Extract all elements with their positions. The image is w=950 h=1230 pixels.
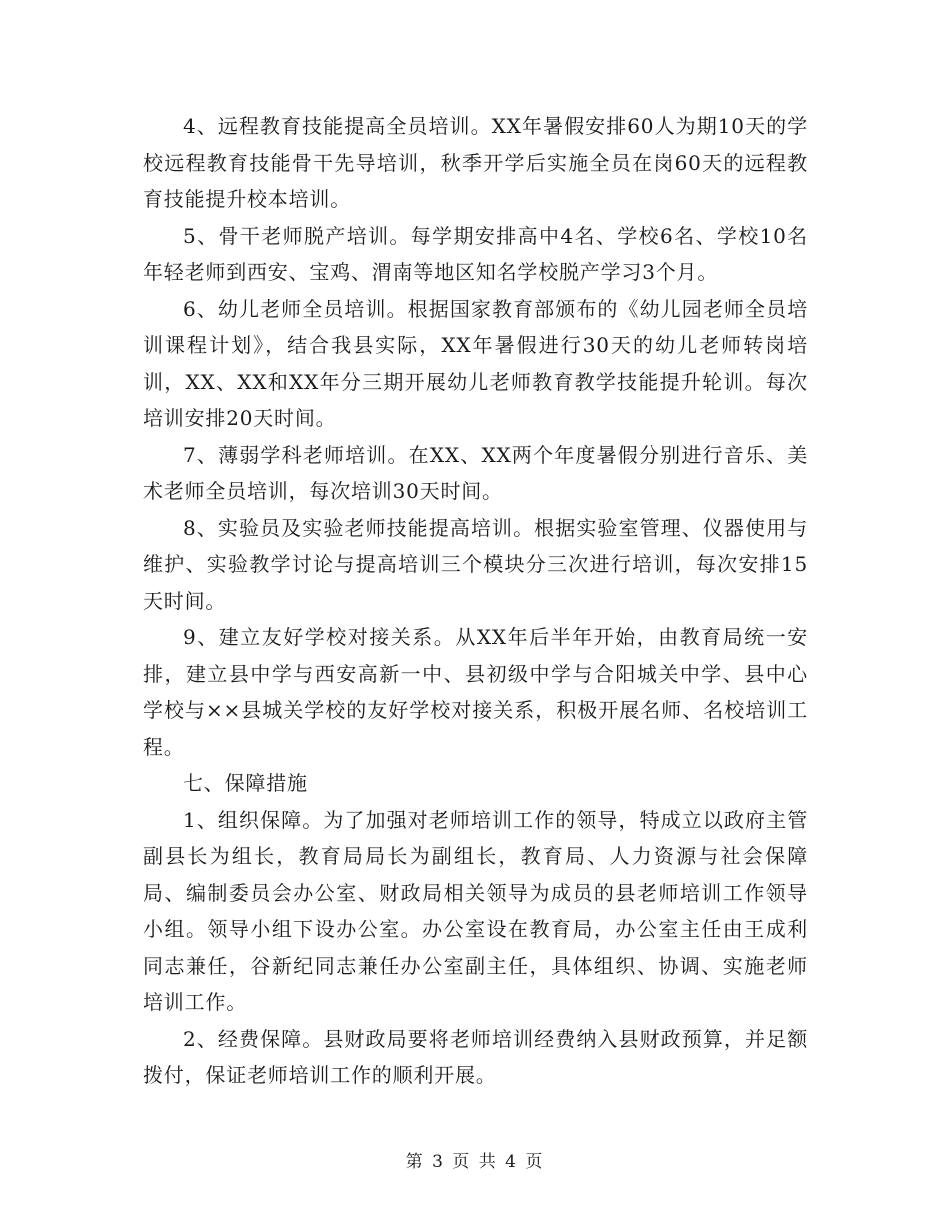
paragraph-item-5-backbone-teacher-training: 5、骨干老师脱产培训。每学期安排高中4名、学校6名、学校10名年轻老师到西安、宝鸡、渭南等地区知名学校脱产学习3个月。 <box>143 223 808 284</box>
paragraph-item-6-kindergarten-teacher-training: 6、幼儿老师全员培训。根据国家教育部颁布的《幼儿园老师全员培训课程计划》，结合我县实际，XX年暑假进行30天的幼儿老师转岗培训，XX、XX和XX年分三期开展幼儿老师教育教学技能提升轮训。每次培训安排20天时间。 <box>143 296 808 430</box>
paragraph-item-4-remote-education-training: 4、远程教育技能提高全员培训。XX年暑假安排60人为期10天的学校远程教育技能骨干先导培训，秋季开学后实施全员在岗60天的远程教育技能提升校本培训。 <box>143 114 808 211</box>
document-body <box>143 108 808 1094</box>
section-heading-safeguards: 七、保障措施 <box>183 771 308 795</box>
paragraph-safeguard-1-organization: 1、组织保障。为了加强对老师培训工作的领导，特成立以政府主管副县长为组长，教育局局长为副组长，教育局、人力资源与社会保障局、编制委员会办公室、财政局相关领导为成员的县老师培训工作领导小组。领导小组下设办公室。办公室设在教育局，办公室主任由王成利同志兼任，谷新纪同志兼任办公室副主任，具体组织、协调、实施老师培训工作。 <box>143 807 808 1014</box>
paragraph-safeguard-2-funding: 2、经费保障。县财政局要将老师培训经费纳入县财政预算，并足额拨付，保证老师培训工作的顺利开展。 <box>143 1026 808 1087</box>
paragraph-item-9-partner-schools: 9、建立友好学校对接关系。从XX年后半年开始，由教育局统一安排，建立县中学与西安高新一中、县初级中学与合阳城关中学、县中心学校与××县城关学校的友好学校对接关系，积极开展名师、名校培训工程。 <box>143 625 808 759</box>
paragraph-item-8-lab-staff-training: 8、实验员及实验老师技能提高培训。根据实验室管理、仪器使用与维护、实验教学讨论与提高培训三个模块分三次进行培训，每次安排15天时间。 <box>143 515 808 613</box>
paragraph-item-7-weak-subject-training: 7、薄弱学科老师培训。在XX、XX两个年度暑假分别进行音乐、美术老师全员培训，每次培训30天时间。 <box>143 442 808 503</box>
page-number-footer: 第 3 页 共 4 页 <box>405 1152 545 1172</box>
